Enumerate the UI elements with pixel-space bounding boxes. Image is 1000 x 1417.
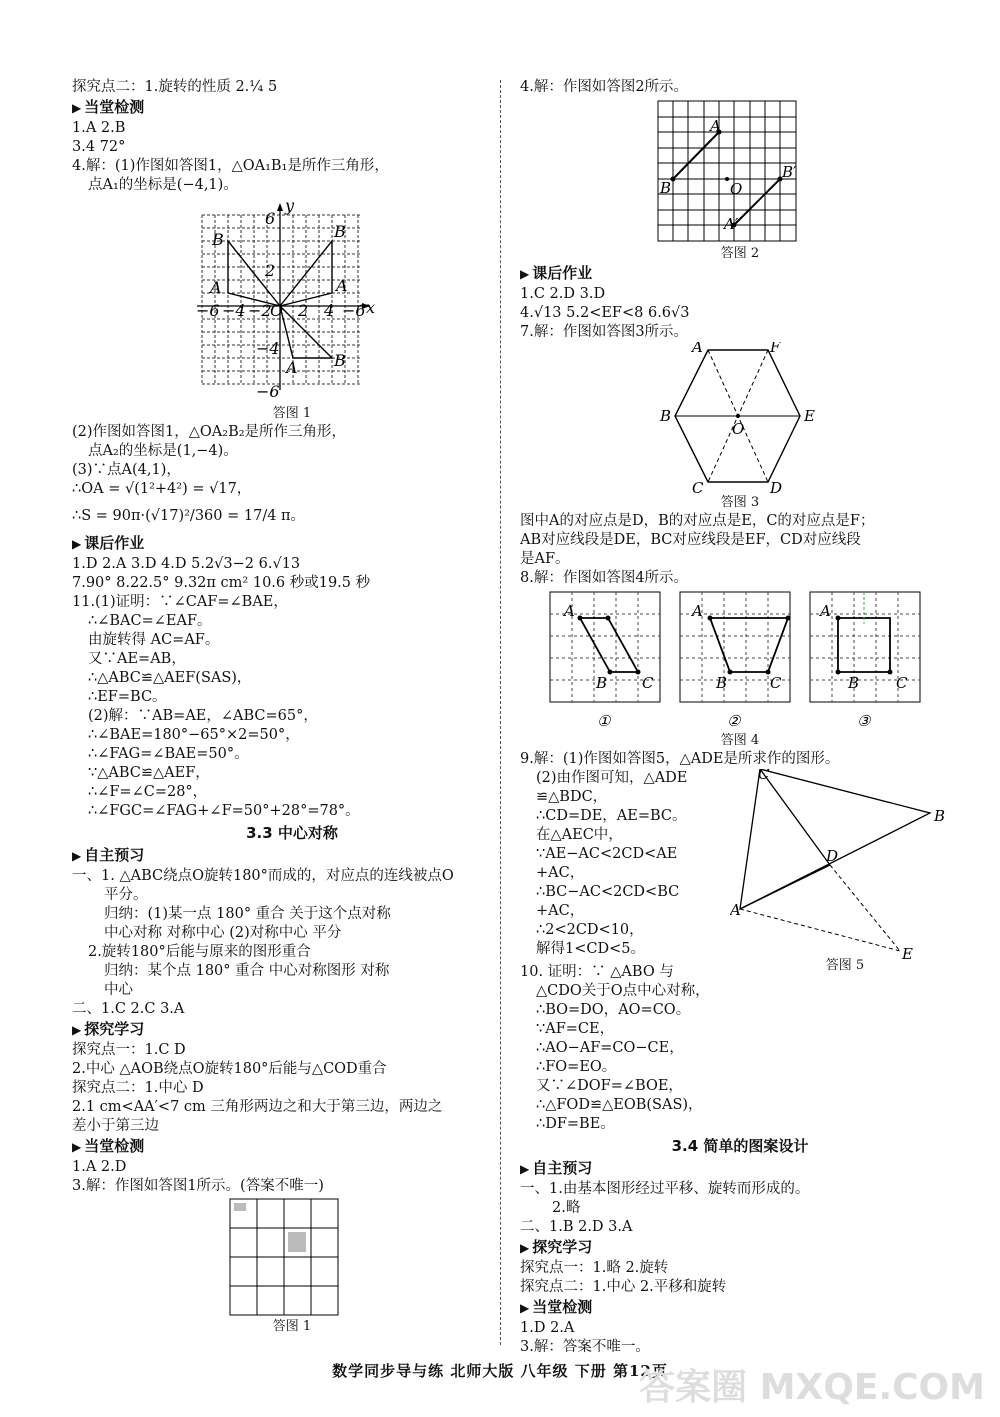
text-line: 1.A 2.D bbox=[72, 1159, 127, 1175]
text-line: 3.解：作图如答图1所示。(答案不唯一) bbox=[72, 1178, 324, 1194]
text-line: ∴FO=EO。 bbox=[536, 1059, 617, 1075]
figure-caption: 答图 1 bbox=[272, 1319, 312, 1334]
section-heading: ▶ 当堂检测 bbox=[72, 98, 145, 116]
section-title: 3.4 简单的图案设计 bbox=[671, 1137, 809, 1155]
text-line: ∴∠F=∠C=28°， bbox=[88, 784, 208, 800]
text-line: 归纳：(1)某一点 180° 重合 关于这个点对称 bbox=[104, 906, 391, 922]
text-line: 3.4 72° bbox=[72, 139, 126, 155]
text-line: 探究点一：1.C D bbox=[72, 1042, 186, 1058]
figure-grid-segments bbox=[520, 97, 960, 245]
text-line: 点A₂的坐标是(1,−4)。 bbox=[88, 443, 238, 459]
text-line: 是AF。 bbox=[520, 551, 570, 567]
text-line: AB对应线段是DE，BC对应线段是EF，CD对应线段 bbox=[520, 532, 861, 548]
svg-text:A: A bbox=[210, 278, 222, 297]
svg-text:③: ③ bbox=[857, 712, 871, 730]
section-heading: ▶ 课后作业 bbox=[72, 534, 145, 552]
svg-text:B: B bbox=[934, 807, 946, 825]
section-heading: ▶ 当堂检测 bbox=[72, 1137, 145, 1155]
text-line: 归纳：某个点 180° 重合 中心对称图形 对称 bbox=[104, 963, 390, 979]
svg-text:O: O bbox=[730, 180, 743, 198]
svg-text:C: C bbox=[770, 674, 782, 692]
text-line: 二、1.C 2.C 3.A bbox=[72, 1001, 185, 1017]
text-line: 平分。 bbox=[104, 887, 148, 903]
svg-text:B: B bbox=[212, 230, 224, 249]
svg-text:−4: −4 bbox=[222, 301, 246, 320]
text-line: 探究点二：1.中心 2.平移和旋转 bbox=[520, 1279, 727, 1295]
text-line: 探究点二：1.中心 D bbox=[72, 1080, 204, 1096]
text-line: ∵AE−AC<2CD<AE bbox=[536, 846, 678, 862]
text-line: 4.解：(1)作图如答图1，△OA₁B₁是所作三角形， bbox=[72, 158, 389, 174]
text-line: △CDO关于O点中心对称， bbox=[536, 983, 710, 999]
text-line: 探究点二：1.旋转的性质 2.¼ 5 bbox=[72, 79, 278, 95]
section-heading: ▶ 探究学习 bbox=[72, 1020, 145, 1038]
text-line: 4.√13 5.2<EF<8 6.6√3 bbox=[520, 305, 690, 321]
section-heading: ▶ 课后作业 bbox=[520, 264, 593, 282]
text-line: ∴∠BAE=180°−65°×2=50°， bbox=[88, 727, 300, 743]
svg-text:−4: −4 bbox=[256, 339, 280, 358]
text-line: ≌△BDC， bbox=[536, 789, 608, 805]
text-line: ∵△ABC≌△AEF， bbox=[88, 765, 210, 781]
figure-caption: 答图 3 bbox=[720, 495, 760, 510]
text-line: 1.D 2.A 3.D 4.D 5.2√3−2 6.√13 bbox=[72, 556, 301, 572]
text-line: 中心对称 对称中心 (2)对称中心 平分 bbox=[104, 925, 342, 941]
text-line: ∴BO=DO，AO=CO。 bbox=[536, 1002, 691, 1018]
svg-text:O: O bbox=[732, 420, 745, 438]
svg-text:E: E bbox=[804, 407, 815, 425]
text-line: 7.90° 8.22.5° 9.32π cm² 10.6 秒或19.5 秒 bbox=[72, 575, 371, 591]
svg-text:C: C bbox=[642, 674, 654, 692]
section-title: 3.3 中心对称 bbox=[246, 824, 338, 842]
text-line: 又∵∠DOF=∠BOE， bbox=[536, 1078, 683, 1094]
svg-text:B′: B′ bbox=[782, 163, 797, 181]
svg-text:−2: −2 bbox=[248, 301, 272, 320]
svg-text:E: E bbox=[902, 945, 913, 959]
text-line: (2)解：∵AB=AE，∠ABC=65°， bbox=[88, 708, 318, 724]
svg-text:B: B bbox=[660, 407, 672, 425]
svg-text:−6: −6 bbox=[256, 382, 280, 401]
svg-text:A: A bbox=[820, 602, 831, 620]
section-heading: ▶ 自主预习 bbox=[520, 1159, 593, 1177]
text-line: 2.中心 △AOB绕点O旋转180°后能与△COD重合 bbox=[72, 1061, 387, 1077]
figure-caption: 答图 2 bbox=[720, 246, 760, 261]
svg-text:−6: −6 bbox=[196, 301, 220, 320]
text-line: ∴BC−AC<2CD<BC bbox=[536, 884, 680, 900]
text-line: 解得1<CD<5。 bbox=[536, 941, 645, 957]
text-line: ∴CD=DE，AE=BC。 bbox=[536, 808, 687, 824]
svg-text:F: F bbox=[770, 342, 781, 356]
svg-text:A: A bbox=[336, 276, 348, 295]
text-line: 9.解：(1)作图如答图5，△ADE是所求作的图形。 bbox=[520, 751, 840, 767]
text-line: ∴∠FAG=∠BAE=50°。 bbox=[88, 746, 249, 762]
text-line: ∴△ABC≌△AEF(SAS)， bbox=[88, 670, 252, 686]
text-line: 11.(1)证明：∵∠CAF=∠BAE， bbox=[72, 594, 288, 610]
text-line: 又∵AE=AB， bbox=[88, 651, 186, 667]
text-line: ∴EF=BC。 bbox=[88, 689, 167, 705]
text-line: 1.A 2.B bbox=[72, 120, 126, 136]
svg-text:A: A bbox=[286, 358, 298, 377]
text-line: 4.解：作图如答图2所示。 bbox=[520, 79, 689, 95]
text-line: 图中A的对应点是D，B的对应点是E，C的对应点是F； bbox=[520, 513, 875, 529]
text-line: 点A₁的坐标是(−4,1)。 bbox=[88, 177, 238, 193]
text-line: 10. 证明：∵ △ABO 与 bbox=[520, 964, 674, 980]
text-line: (2)由作图可知，△ADE bbox=[536, 770, 688, 786]
text-line: 在△AEC中， bbox=[536, 827, 623, 843]
text-line: 一、1. △ABC绕点O旋转180°而成的，对应点的连线被点O bbox=[72, 868, 454, 884]
figure-triangles bbox=[730, 769, 960, 973]
svg-text:A: A bbox=[564, 602, 575, 620]
svg-text:B: B bbox=[848, 674, 860, 692]
left-column bbox=[72, 78, 512, 1336]
text-line: +AC， bbox=[536, 903, 585, 919]
watermark-logo: 答案圈 MXQE.COM bbox=[639, 1367, 985, 1408]
page-footer: 数学同步导与练 北师大版 八年级 下册 第12页 bbox=[332, 1362, 668, 1380]
text-line: +AC， bbox=[536, 865, 585, 881]
svg-text:A: A bbox=[730, 901, 741, 919]
text-line: ∴△FOD≌△EOB(SAS)， bbox=[536, 1097, 703, 1113]
svg-text:x: x bbox=[366, 298, 376, 317]
text-line: ∴OA = √(1²+4²) = √17， bbox=[72, 481, 252, 497]
text-line: ∴2<2CD<10， bbox=[536, 922, 644, 938]
svg-text:B: B bbox=[334, 222, 346, 241]
text-line: ∴∠FGC=∠FAG+∠F=50°+28°=78°。 bbox=[88, 803, 360, 819]
text-line: ∴S = 90π·(√17)²/360 = 17/4 π。 bbox=[72, 508, 306, 524]
section-heading: ▶ 探究学习 bbox=[520, 1238, 593, 1256]
figure-caption: 答图 4 bbox=[720, 733, 760, 748]
svg-text:D: D bbox=[826, 847, 839, 865]
svg-text:C: C bbox=[692, 479, 704, 494]
text-line: 探究点一：1.略 2.旋转 bbox=[520, 1260, 669, 1276]
svg-text:−6: −6 bbox=[342, 301, 366, 320]
svg-text:D: D bbox=[770, 479, 783, 494]
text-line: ∴∠BAC=∠EAF。 bbox=[88, 613, 212, 629]
svg-text:A: A bbox=[692, 602, 703, 620]
figure-caption: 答图 1 bbox=[272, 406, 312, 421]
svg-text:B: B bbox=[660, 179, 672, 197]
section-heading: ▶ 自主预习 bbox=[72, 846, 145, 864]
text-line: 一、1.由基本图形经过平移、旋转而形成的。 bbox=[520, 1181, 810, 1197]
svg-text:O: O bbox=[270, 301, 284, 320]
svg-text:B: B bbox=[716, 674, 728, 692]
svg-text:2: 2 bbox=[298, 301, 309, 320]
svg-text:4: 4 bbox=[324, 301, 335, 320]
text-line: 2.旋转180°后能与原来的图形重合 bbox=[88, 944, 311, 960]
svg-text:A′: A′ bbox=[724, 215, 739, 233]
text-line: 二、1.B 2.D 3.A bbox=[520, 1219, 633, 1235]
text-line: 1.D 2.A bbox=[520, 1320, 575, 1336]
text-line: ∵AF=CE， bbox=[536, 1021, 615, 1037]
text-line: 7.解：作图如答图3所示。 bbox=[520, 324, 689, 340]
svg-text:C: C bbox=[896, 674, 908, 692]
section-heading: ▶ 当堂检测 bbox=[520, 1298, 593, 1316]
figure-three-grids bbox=[520, 588, 960, 732]
text-line: ∴AO−AF=CO−CE， bbox=[536, 1040, 684, 1056]
text-line: 2.略 bbox=[552, 1200, 581, 1216]
svg-text:A: A bbox=[710, 117, 721, 135]
text-line: 差小于第三边 bbox=[72, 1118, 159, 1134]
text-line: 由旋转得 AC=AF。 bbox=[88, 632, 220, 648]
right-column bbox=[520, 78, 960, 1357]
svg-text:2: 2 bbox=[265, 261, 276, 280]
svg-text:C: C bbox=[758, 769, 770, 783]
svg-text:B: B bbox=[596, 674, 608, 692]
text-line: 8.解：作图如答图4所示。 bbox=[520, 570, 689, 586]
svg-text:B: B bbox=[334, 351, 346, 370]
figure-grid-design bbox=[72, 1196, 512, 1318]
text-line: 1.C 2.D 3.D bbox=[520, 286, 606, 302]
figure-hexagon bbox=[520, 342, 960, 494]
text-line: (2)作图如答图1，△OA₂B₂是所作三角形， bbox=[72, 424, 347, 440]
svg-text:6: 6 bbox=[265, 209, 276, 228]
text-line: 2.1 cm<AA′<7 cm 三角形两边之和大于第三边，两边之 bbox=[72, 1099, 443, 1115]
svg-text:①: ① bbox=[597, 712, 611, 730]
text-line: ∴DF=BE。 bbox=[536, 1116, 615, 1132]
figure-caption: 答图 5 bbox=[825, 958, 865, 973]
svg-text:②: ② bbox=[727, 712, 741, 730]
svg-text:y: y bbox=[285, 196, 295, 215]
text-line: 中心 bbox=[104, 982, 133, 998]
figure-coordinate-rotation bbox=[72, 195, 512, 405]
svg-text:A: A bbox=[692, 342, 703, 356]
text-line: 3.解：答案不唯一。 bbox=[520, 1339, 650, 1355]
text-line: (3)∵点A(4,1)， bbox=[72, 462, 181, 478]
